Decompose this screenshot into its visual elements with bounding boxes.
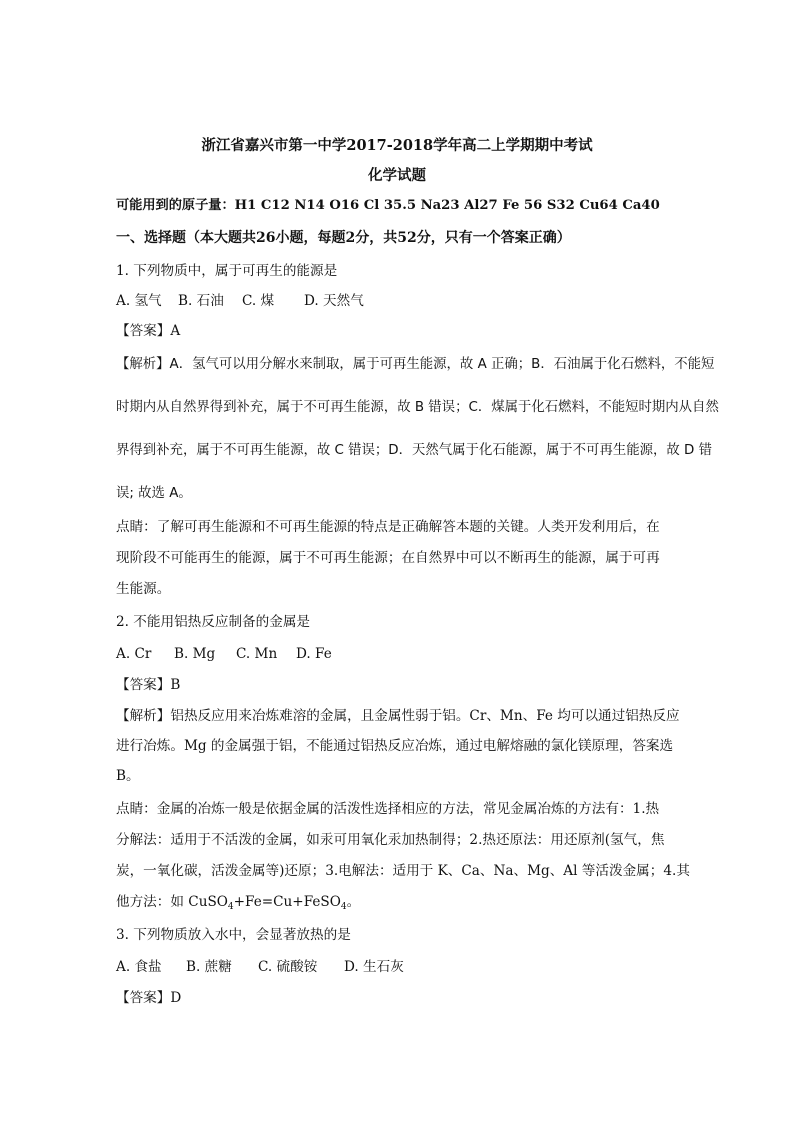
question-2-analysis-line-3: B。 [116,768,140,784]
option-b: B. 蔗糖 [186,959,232,975]
atomic-masses-line: 可能用到的原子量：H1 C12 N14 O16 Cl 35.5 Na23 Al27 Fe 56 S32 Cu64 Ca40 [116,198,660,213]
question-1-analysis-line-4: 误; 故选 A。 [116,486,192,501]
question-2-options [116,645,332,663]
question-1-tip-line-2: 现阶段不可能再生的能源，属于不可再生能源；在自然界中可以不断再生的能源，属于可再 [116,550,660,566]
question-2-answer: 【答案】B [116,677,181,693]
option-b: B. 石油 [178,293,224,309]
question-2-analysis-line-2: 进行冶炼。Mg 的金属强于铝，不能通过铝热反应冶炼，通过电解熔融的氯化镁原理，答案选 [116,738,674,754]
option-c: C. Mn [236,646,278,662]
question-2-tip-line-1: 点睛：金属的冶炼一般是依据金属的活泼性选择相应的方法，常见金属冶炼的方法有：1.热 [116,801,660,817]
question-1-answer: 【答案】A [116,323,181,339]
question-2-stem: 2. 不能用铝热反应制备的金属是 [116,614,311,630]
subscript: 4 [340,902,347,912]
question-1-analysis-line-2: 时期内从自然界得到补充，属于不可再生能源，故 B 错误；C．煤属于化石燃料，不能短时期内从自然 [116,400,719,415]
question-1-stem: 1. 下列物质中，属于可再生的能源是 [116,263,338,279]
option-d: D. 生石灰 [344,959,404,975]
question-1-tip-line-1: 点睛：了解可再生能源和不可再生能源的特点是正确解答本题的关键。人类开发利用后，在 [116,519,660,535]
subscript: 4 [227,902,234,912]
option-a: A. 氢气 [116,293,162,309]
option-a: A. Cr [116,646,152,662]
question-3-answer: 【答案】D [116,990,182,1006]
tip-text-end: 。 [346,894,361,910]
question-1-options [116,292,364,310]
question-3-stem: 3. 下列物质放入水中，会显著放热的是 [116,927,351,943]
question-1-tip-line-3: 生能源。 [116,581,171,597]
question-1-analysis-line-1: 【解析】A．氢气可以用分解水来制取，属于可再生能源，故 A 正确；B．石油属于化石燃料，不能短 [116,357,715,372]
tip-text-middle: +Fe=Cu+FeSO [233,894,341,910]
option-b: B. Mg [174,646,216,662]
question-1-analysis-line-3: 界得到补充，属于不可再生能源，故 C 错误；D．天然气属于化石能源，属于不可再生能源，故 D 错 [116,443,713,458]
option-d: D. 天然气 [304,293,364,309]
section-heading: 一、选择题（本大题共26小题，每题2分，共52分，只有一个答案正确） [116,230,571,246]
question-2-tip-line-2: 分解法：适用于不活泼的金属，如汞可用氧化汞加热制得；2.热还原法：用还原剂(氢气，焦 [116,832,665,848]
option-c: C. 硫酸铵 [258,959,318,975]
question-2-analysis-line-1: 【解析】铝热反应用来冶炼难溶的金属，且金属性弱于铝。Cr、Mn、Fe 均可以通过铝热反应 [116,708,680,724]
question-2-tip-line-4 [116,893,360,911]
option-a: A. 食盐 [116,959,162,975]
tip-text-prefix: 他方法：如 CuSO [116,894,228,910]
option-c: C. 煤 [242,293,275,309]
question-2-tip-line-3: 炭，一氧化碳，活泼金属等)还原；3.电解法：适用于 K、Ca、Na、Mg、Al 等活泼金属；4.其 [116,863,690,879]
document-subtitle: 化学试题 [368,167,426,184]
document-title: 浙江省嘉兴市第一中学2017-2018学年高二上学期期中考试 [201,137,593,154]
option-d: D. Fe [296,646,332,662]
question-3-options [116,958,404,976]
